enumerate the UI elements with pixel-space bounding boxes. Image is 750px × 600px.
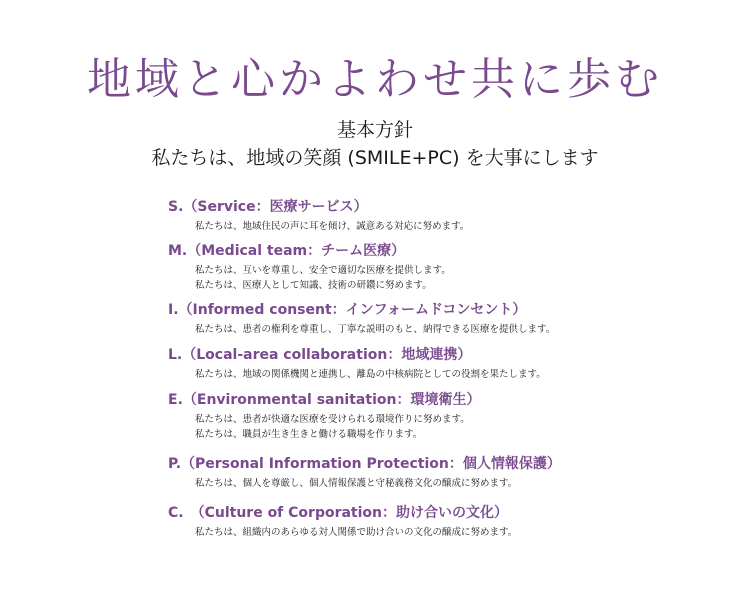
section-personal-info bbox=[168, 455, 728, 491]
section-title: E.（Environmental sanitation：環境衛生） bbox=[168, 392, 481, 408]
section-description bbox=[195, 476, 728, 491]
page-title: 地域と心かよわせ共に歩む bbox=[87, 54, 663, 105]
section-description bbox=[195, 525, 728, 540]
description-line: 私たちは、個人を尊厳し、個人情報保護と守秘義務文化の醸成に努めます。 bbox=[195, 478, 518, 489]
section-informed-consent bbox=[168, 301, 728, 337]
description-line: 私たちは、地域の関係機関と連携し、離島の中核病院としての役割を果たします。 bbox=[195, 369, 546, 380]
description-line: 私たちは、互いを尊重し、安全で適切な医療を提供します。 bbox=[195, 265, 451, 276]
section-description bbox=[195, 412, 728, 442]
description-line: 私たちは、患者が快適な医療を受けられる環境作りに努めます。 bbox=[195, 414, 470, 425]
section-title: P.（Personal Information Protection：個人情報保護） bbox=[168, 456, 561, 472]
section-local-area bbox=[168, 346, 728, 382]
policy-heading: 基本方針 bbox=[336, 119, 413, 141]
section-title: C. （Culture of Corporation：助け合いの文化） bbox=[168, 505, 509, 521]
description-line: 私たちは、組織内のあらゆる対人関係で助け合いの文化の醸成に努めます。 bbox=[195, 527, 518, 538]
description-line: 私たちは、患者の権利を尊重し、丁寧な説明のもと、納得できる医療を提供します。 bbox=[195, 324, 556, 335]
section-medical-team bbox=[168, 242, 728, 293]
section-title: M.（Medical team：チーム医療） bbox=[168, 243, 406, 259]
section-description bbox=[195, 263, 728, 293]
section-description bbox=[195, 322, 728, 337]
section-environmental bbox=[168, 391, 728, 442]
description-line: 私たちは、職員が生き生きと働ける職場を作ります。 bbox=[195, 429, 423, 440]
policy-subheading: 私たちは、地域の笑顔 (SMILE+PC) を大事にします bbox=[151, 147, 599, 169]
section-title: S.（Service：医療サービス） bbox=[168, 199, 368, 215]
section-title: I.（Informed consent：インフォームドコンセント） bbox=[168, 302, 527, 318]
description-line: 私たちは、医療人として知識、技術の研鑽に努めます。 bbox=[195, 280, 432, 291]
description-line: 私たちは、地域住民の声に耳を傾け、誠意ある対応に努めます。 bbox=[195, 221, 470, 232]
section-description bbox=[195, 367, 728, 382]
section-title: L.（Local-area collaboration：地域連携） bbox=[168, 347, 472, 363]
section-service bbox=[168, 198, 728, 234]
section-description bbox=[195, 219, 728, 234]
section-culture bbox=[168, 504, 728, 540]
